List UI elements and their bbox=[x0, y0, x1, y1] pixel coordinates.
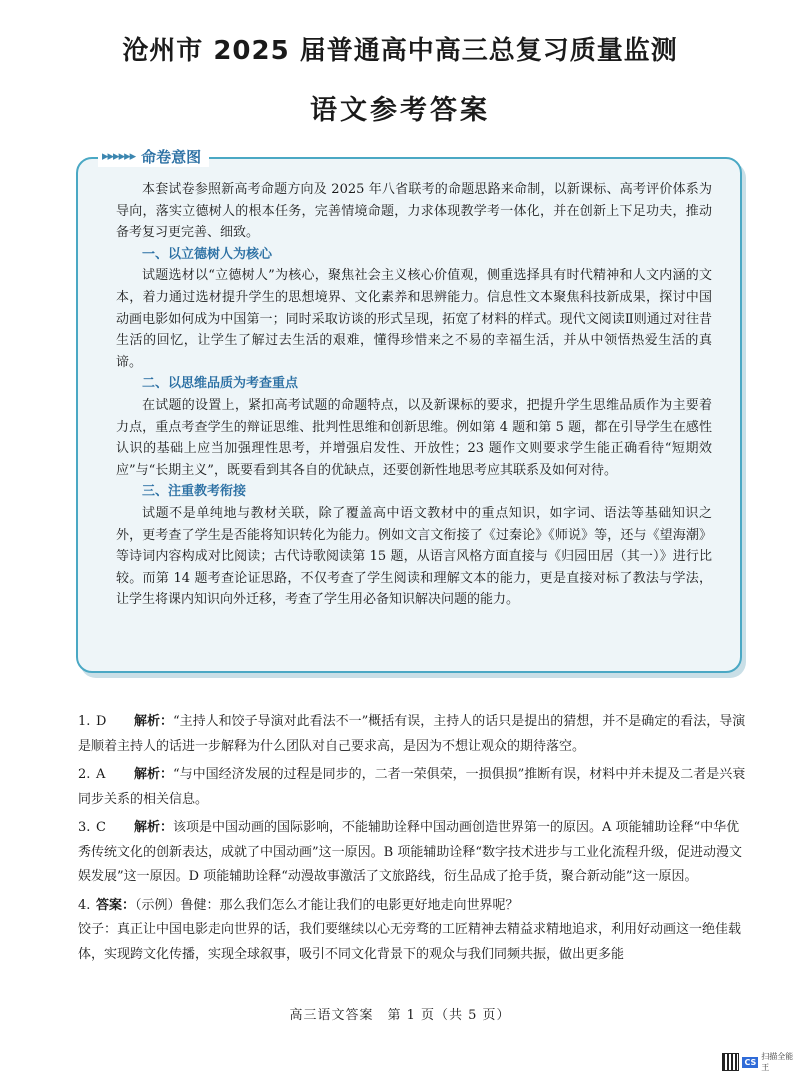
answer-tag: 答案： bbox=[96, 897, 136, 913]
arrow-decoration-icon: ▸▸▸▸▸▸ bbox=[102, 149, 136, 164]
answer-option: C bbox=[96, 820, 106, 835]
intent-box-header bbox=[98, 146, 209, 167]
intent-intro: 本套试卷参照新高考命题方向及 2025 年八省联考的命题思路来命制，以新课标、高考评价体系为导向，落实立德树人的根本任务，完善情境命题，力求体现教学考一体化，并在创新上下足功夫，推动备考复习更完善、细致。 bbox=[116, 182, 712, 241]
answer-tag: 解析： bbox=[134, 767, 174, 782]
answer-number: 1. bbox=[78, 714, 91, 729]
section-text-1: 试题选材以“立德树人”为核心，聚焦社会主义核心价值观，侧重选择具有时代精神和人文内涵的文本，着力通过选材提升学生的思想境界、文化素养和思辨能力。信息性文本聚焦科技新成果，探讨中国动画电影如何成为中国第一；同时采取访谈的形式呈现，拓宽了材料的样式。现代文阅读Ⅱ则通过对往昔生活的回忆，让学生了解过去生活的艰难，懂得珍惜来之不易的幸福生活，并从中领悟热爱生活的真谛。 bbox=[116, 268, 712, 370]
scanner-watermark bbox=[722, 1051, 800, 1073]
page-footer: 高三语文答案 第 1 页（共 5 页） bbox=[289, 1008, 511, 1023]
answers-list bbox=[78, 710, 750, 971]
section-heading-2: 二、以思维品质为考查重点 bbox=[142, 376, 299, 392]
scanner-app-name: 扫描全能王 bbox=[761, 1052, 794, 1072]
section-text-3: 试题不是单纯地与教材关联，除了覆盖高中语文教材中的重点知识，如字词、语法等基础知识之外，更考查了学生是否能将知识转化为能力。例如文言文衔接了《过秦论》《师说》等，还与《望海潮》等诗词内容构成对比阅读；古代诗歌阅读第 15 题，从语言风格方面直接与《归园田居（其一）》进行比较。而第 14 题考查论证思路，不仅考查了学生阅读和理解文本的能力，更是直接对标了教法与学法，让学生将课内知识向外迁移，考查了学生用必备知识解决问题的能力。 bbox=[116, 505, 712, 608]
section-heading-1: 一、以立德树人为核心 bbox=[142, 246, 273, 262]
answer-option: A bbox=[96, 767, 106, 782]
answer-tag: 解析： bbox=[134, 820, 174, 835]
section-heading-3: 三、注重教考衔接 bbox=[142, 484, 247, 500]
answer-text: “与中国经济发展的过程是同步的，二者一荣俱荣，一损俱损”推断有误，材料中并未提及二者是兴衰同步关系的相关信息。 bbox=[78, 767, 746, 807]
answer-number: 2. bbox=[78, 767, 91, 782]
answer-number: 4. bbox=[78, 897, 91, 913]
intent-box-title: 命卷意图 bbox=[141, 148, 202, 166]
answer-item-4 bbox=[78, 894, 750, 968]
document-subtitle: 语文参考答案 bbox=[310, 95, 490, 126]
answer-tag: 解析： bbox=[134, 714, 174, 729]
scanner-app-logo: CS bbox=[744, 1057, 757, 1067]
answer-item-3 bbox=[78, 816, 750, 890]
section-text-2: 在试题的设置上，紧扣高考试题的命题特点，以及新课标的要求，把提升学生思维品质作为主要着力点，重点考查学生的辩证思维、批判性思维和创新思维。例如第 4 题和第 5 题，都在引导学生在感性认识的基础上应当加强理性思考，并增强启发性、开放性；23 题作文则要求学生能正确看待“短期效应”与“长期主义”，既要看到其各自的优缺点，还要创新性地思考应其联系及如何对待。 bbox=[116, 397, 712, 478]
qr-code-icon bbox=[722, 1053, 739, 1071]
answer-item-1 bbox=[78, 710, 750, 759]
answer-text: 该项是中国动画的国际影响，不能辅助诠释中国动画创造世界第一的原因。A 项能辅助诠释“中华优秀传统文化的创新表达，成就了中国动画”这一原因。B 项能辅助诠释“数字技术进步与工业化流程升级，促进动漫文娱发展”这一原因。D 项能辅助诠释“动漫故事激活了文旅路线，衍生品成了抢手货，聚合新动能”这一原因。 bbox=[78, 820, 742, 884]
answer-text: （示例）鲁健：那么我们怎么才能让我们的电影更好地走向世界呢？ bbox=[135, 897, 519, 913]
intent-box-body bbox=[116, 179, 712, 611]
answer-text: “主持人和饺子导演对此看法不一”概括有误，主持人的话只是提出的猜想，并不是确定的看法，导演是顺着主持人的话进一步解释为什么团队对自己要求高，是因为不想让观众的期待落空。 bbox=[78, 714, 746, 754]
answer-continuation: 饺子：真正让中国电影走向世界的话，我们要继续以心无旁骛的工匠精神去精益求精地追求，利用好动画这一绝佳载体，实现跨文化传播，实现全球叙事，吸引不同文化背景下的观众与我们同频共振，做出更多能 bbox=[78, 922, 742, 962]
answer-item-2 bbox=[78, 763, 750, 812]
answer-option: D bbox=[96, 714, 107, 729]
exam-intent-box bbox=[76, 148, 742, 673]
answer-number: 3. bbox=[78, 820, 91, 835]
document-title: 沧州市 2025 届普通高中高三总复习质量监测 bbox=[122, 36, 678, 66]
